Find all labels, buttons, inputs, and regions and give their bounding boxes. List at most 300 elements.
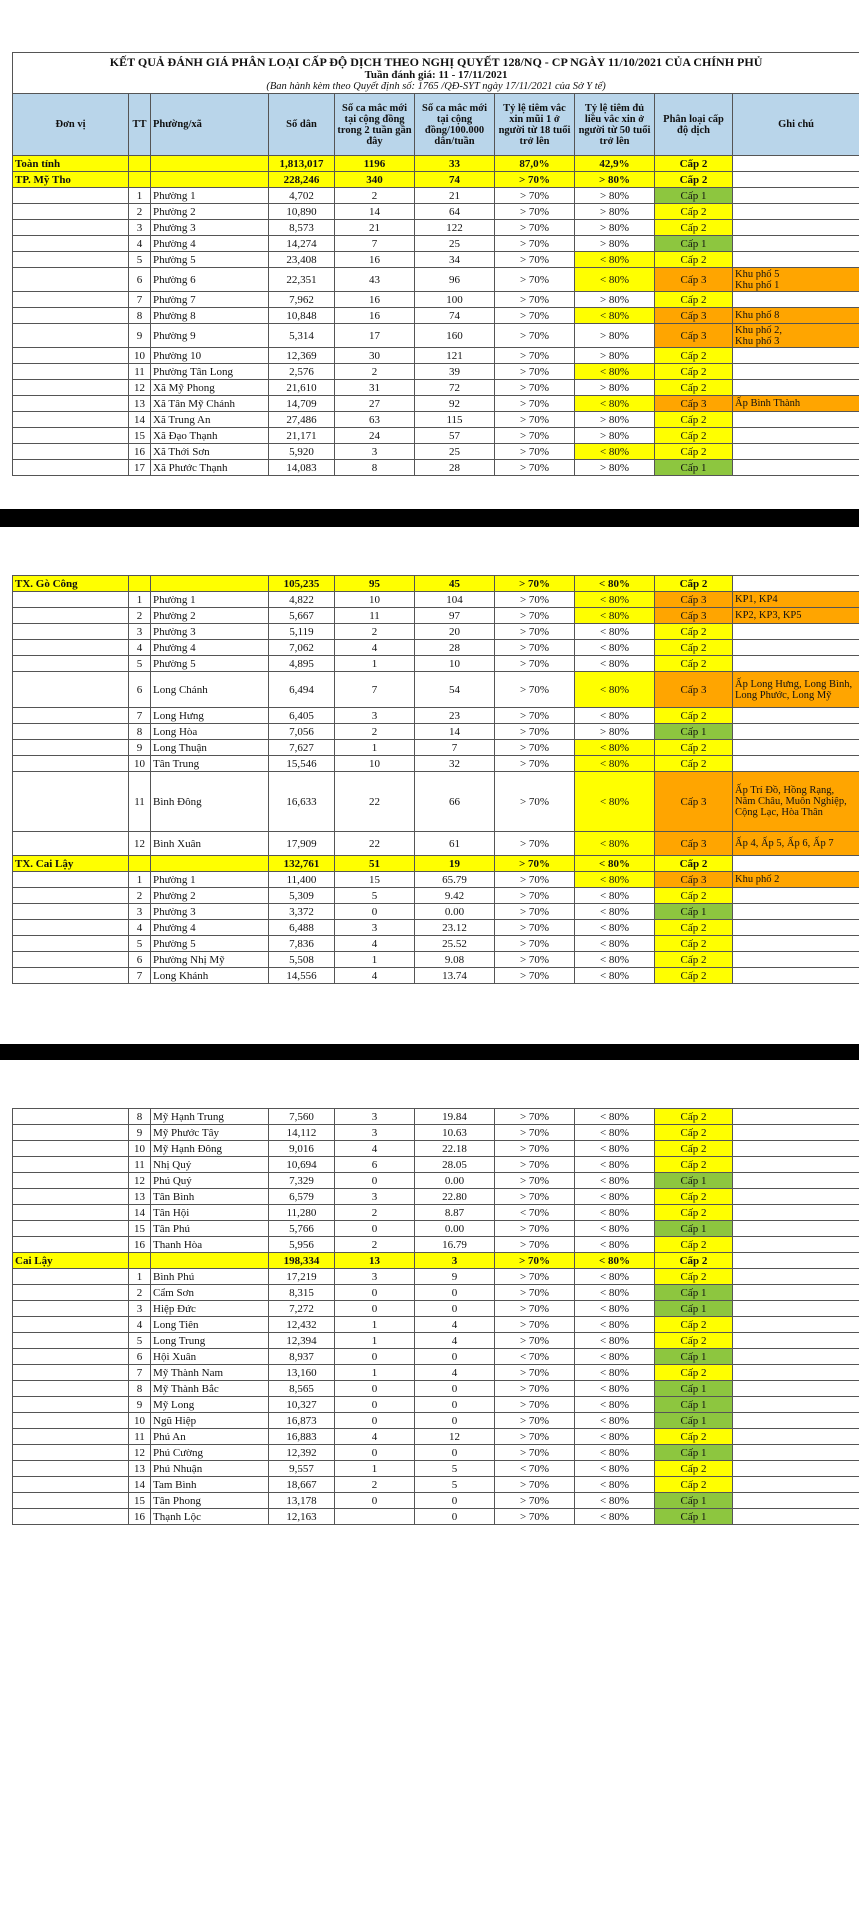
table-row bbox=[13, 592, 859, 608]
table-row bbox=[13, 952, 859, 968]
tt-cell: 7 bbox=[129, 292, 151, 308]
population-cell: 6,579 bbox=[269, 1189, 335, 1205]
new-cases-cell: 0 bbox=[335, 904, 415, 920]
tt-cell: 15 bbox=[129, 1493, 151, 1509]
ward-name-cell: Cẩm Sơn bbox=[151, 1285, 269, 1301]
cases-per-100k-cell: 13.74 bbox=[415, 968, 495, 984]
level-cell: Cấp 2 bbox=[655, 756, 733, 772]
population-cell: 14,274 bbox=[269, 236, 335, 252]
population-cell: 9,557 bbox=[269, 1461, 335, 1477]
level-cell: Cấp 1 bbox=[655, 1397, 733, 1413]
table-row bbox=[13, 1445, 859, 1461]
note-cell bbox=[733, 968, 859, 984]
full-dose-rate-cell: > 80% bbox=[575, 348, 655, 364]
table-row bbox=[13, 740, 859, 756]
population-cell: 7,062 bbox=[269, 640, 335, 656]
table-row bbox=[13, 1221, 859, 1237]
cases-per-100k-cell: 34 bbox=[415, 252, 495, 268]
note-cell bbox=[733, 1461, 859, 1477]
new-cases-cell: 3 bbox=[335, 1125, 415, 1141]
summary-row bbox=[13, 172, 859, 188]
cases-per-100k-cell: 33 bbox=[415, 156, 495, 172]
unit-cell bbox=[13, 1461, 129, 1477]
cases-per-100k-cell: 7 bbox=[415, 740, 495, 756]
note-cell bbox=[733, 888, 859, 904]
cases-per-100k-cell: 66 bbox=[415, 772, 495, 832]
full-dose-rate-cell: < 80% bbox=[575, 364, 655, 380]
tt-cell: 2 bbox=[129, 608, 151, 624]
full-dose-rate-cell: < 80% bbox=[575, 904, 655, 920]
new-cases-cell: 15 bbox=[335, 872, 415, 888]
ward-name-cell: Phường 4 bbox=[151, 640, 269, 656]
tt-cell: 6 bbox=[129, 952, 151, 968]
unit-cell bbox=[13, 1477, 129, 1493]
cases-per-100k-cell: 72 bbox=[415, 380, 495, 396]
unit-cell bbox=[13, 204, 129, 220]
dose1-rate-cell: > 70% bbox=[495, 1189, 575, 1205]
population-cell: 11,400 bbox=[269, 872, 335, 888]
new-cases-cell: 0 bbox=[335, 1397, 415, 1413]
tt-cell: 2 bbox=[129, 204, 151, 220]
report-week: Tuần đánh giá: 11 - 17/11/2021 bbox=[364, 69, 508, 81]
full-dose-rate-cell: < 80% bbox=[575, 920, 655, 936]
note-cell: Ấp Bình Thành bbox=[733, 396, 859, 412]
new-cases-cell: 22 bbox=[335, 772, 415, 832]
cases-per-100k-cell: 4 bbox=[415, 1317, 495, 1333]
note-cell bbox=[733, 380, 859, 396]
tt-cell: 8 bbox=[129, 724, 151, 740]
population-cell: 12,163 bbox=[269, 1509, 335, 1525]
dose1-rate-cell: > 70% bbox=[495, 1109, 575, 1125]
tt-cell bbox=[129, 156, 151, 172]
population-cell: 12,392 bbox=[269, 1445, 335, 1461]
note-cell bbox=[733, 1157, 859, 1173]
dose1-rate-cell: > 70% bbox=[495, 460, 575, 476]
unit-cell bbox=[13, 920, 129, 936]
tt-cell: 3 bbox=[129, 904, 151, 920]
new-cases-cell: 0 bbox=[335, 1493, 415, 1509]
cases-per-100k-cell: 45 bbox=[415, 576, 495, 592]
unit-cell bbox=[13, 1189, 129, 1205]
unit-cell bbox=[13, 1333, 129, 1349]
new-cases-cell: 3 bbox=[335, 708, 415, 724]
full-dose-rate-cell: > 80% bbox=[575, 380, 655, 396]
dose1-rate-cell: > 70% bbox=[495, 936, 575, 952]
ward-name-cell: Xã Phước Thạnh bbox=[151, 460, 269, 476]
level-cell: Cấp 2 bbox=[655, 1109, 733, 1125]
note-cell: Ấp Trí Đồ, Hồng Rạng, Năm Châu, Muôn Nghiệp, Cộng Lạc, Hòa Thân bbox=[733, 772, 859, 832]
ward-name-cell: Phường 8 bbox=[151, 308, 269, 324]
note-cell bbox=[733, 904, 859, 920]
header-unit: Đơn vị bbox=[13, 94, 129, 156]
population-cell: 228,246 bbox=[269, 172, 335, 188]
population-cell: 15,546 bbox=[269, 756, 335, 772]
tt-cell: 16 bbox=[129, 1509, 151, 1525]
table-row bbox=[13, 348, 859, 364]
tt-cell: 7 bbox=[129, 968, 151, 984]
new-cases-cell: 2 bbox=[335, 188, 415, 204]
tt-cell: 9 bbox=[129, 740, 151, 756]
tt-cell: 10 bbox=[129, 348, 151, 364]
population-cell: 105,235 bbox=[269, 576, 335, 592]
new-cases-cell: 340 bbox=[335, 172, 415, 188]
note-cell bbox=[733, 156, 859, 172]
dose1-rate-cell: 87,0% bbox=[495, 156, 575, 172]
tt-cell: 1 bbox=[129, 188, 151, 204]
new-cases-cell: 30 bbox=[335, 348, 415, 364]
full-dose-rate-cell: < 80% bbox=[575, 1205, 655, 1221]
population-cell: 10,327 bbox=[269, 1397, 335, 1413]
cases-per-100k-cell: 0 bbox=[415, 1285, 495, 1301]
cases-per-100k-cell: 61 bbox=[415, 832, 495, 856]
unit-cell bbox=[13, 1429, 129, 1445]
note-cell bbox=[733, 1493, 859, 1509]
unit-cell bbox=[13, 268, 129, 292]
table-row bbox=[13, 1365, 859, 1381]
dose1-rate-cell: > 70% bbox=[495, 396, 575, 412]
unit-cell bbox=[13, 672, 129, 708]
level-cell: Cấp 2 bbox=[655, 1189, 733, 1205]
full-dose-rate-cell: < 80% bbox=[575, 1381, 655, 1397]
population-cell: 5,956 bbox=[269, 1237, 335, 1253]
note-cell bbox=[733, 460, 859, 476]
header-cases-per-100k: Số ca mắc mới tại cộng đồng/100.000 dân/tuần bbox=[415, 94, 495, 156]
dose1-rate-cell: > 70% bbox=[495, 1285, 575, 1301]
full-dose-rate-cell: < 80% bbox=[575, 1397, 655, 1413]
table-body bbox=[13, 1109, 859, 1525]
ward-name-cell: Phú Cường bbox=[151, 1445, 269, 1461]
unit-cell bbox=[13, 1221, 129, 1237]
table-row bbox=[13, 268, 859, 292]
new-cases-cell: 7 bbox=[335, 236, 415, 252]
cases-per-100k-cell: 22.80 bbox=[415, 1189, 495, 1205]
cases-per-100k-cell: 74 bbox=[415, 172, 495, 188]
new-cases-cell: 13 bbox=[335, 1253, 415, 1269]
tt-cell: 4 bbox=[129, 1317, 151, 1333]
population-cell: 7,627 bbox=[269, 740, 335, 756]
note-cell: Ấp Long Hưng, Long Bình, Long Phước, Long Mỹ bbox=[733, 672, 859, 708]
unit-cell: Cai Lậy bbox=[13, 1253, 129, 1269]
level-cell: Cấp 2 bbox=[655, 624, 733, 640]
level-cell: Cấp 3 bbox=[655, 832, 733, 856]
new-cases-cell: 10 bbox=[335, 756, 415, 772]
cases-per-100k-cell: 22.18 bbox=[415, 1141, 495, 1157]
level-cell: Cấp 2 bbox=[655, 1125, 733, 1141]
ward-name-cell bbox=[151, 156, 269, 172]
level-cell: Cấp 3 bbox=[655, 872, 733, 888]
ward-name-cell: Phường 5 bbox=[151, 252, 269, 268]
table-row bbox=[13, 920, 859, 936]
dose1-rate-cell: > 70% bbox=[495, 672, 575, 708]
new-cases-cell bbox=[335, 1509, 415, 1525]
level-cell: Cấp 1 bbox=[655, 1381, 733, 1397]
cases-per-100k-cell: 21 bbox=[415, 188, 495, 204]
tt-cell: 4 bbox=[129, 236, 151, 252]
ward-name-cell: Phú An bbox=[151, 1429, 269, 1445]
ward-name-cell: Long Khánh bbox=[151, 968, 269, 984]
unit-cell bbox=[13, 364, 129, 380]
ward-name-cell: Phường 1 bbox=[151, 872, 269, 888]
population-cell: 7,272 bbox=[269, 1301, 335, 1317]
table-row bbox=[13, 1397, 859, 1413]
level-cell: Cấp 1 bbox=[655, 1509, 733, 1525]
dose1-rate-cell: > 70% bbox=[495, 1301, 575, 1317]
ward-name-cell: Long Tiên bbox=[151, 1317, 269, 1333]
note-cell bbox=[733, 1445, 859, 1461]
level-cell: Cấp 3 bbox=[655, 324, 733, 348]
unit-cell bbox=[13, 968, 129, 984]
table-row bbox=[13, 1317, 859, 1333]
table-row bbox=[13, 756, 859, 772]
full-dose-rate-cell: < 80% bbox=[575, 1477, 655, 1493]
level-cell: Cấp 2 bbox=[655, 348, 733, 364]
level-cell: Cấp 2 bbox=[655, 968, 733, 984]
full-dose-rate-cell: < 80% bbox=[575, 608, 655, 624]
cases-per-100k-cell: 20 bbox=[415, 624, 495, 640]
unit-cell bbox=[13, 1397, 129, 1413]
population-cell: 7,560 bbox=[269, 1109, 335, 1125]
level-cell: Cấp 2 bbox=[655, 292, 733, 308]
unit-cell bbox=[13, 1413, 129, 1429]
summary-row bbox=[13, 1253, 859, 1269]
new-cases-cell: 7 bbox=[335, 672, 415, 708]
report-decision: (Ban hành kèm theo Quyết định số: 1765 /QĐ-SYT ngày 17/11/2021 của Sở Y tế) bbox=[266, 81, 606, 92]
table-row bbox=[13, 1477, 859, 1493]
population-cell: 3,372 bbox=[269, 904, 335, 920]
full-dose-rate-cell: < 80% bbox=[575, 1141, 655, 1157]
tt-cell: 3 bbox=[129, 220, 151, 236]
note-cell bbox=[733, 920, 859, 936]
dose1-rate-cell: > 70% bbox=[495, 1397, 575, 1413]
unit-cell bbox=[13, 1509, 129, 1525]
population-cell: 10,848 bbox=[269, 308, 335, 324]
unit-cell bbox=[13, 1349, 129, 1365]
cases-per-100k-cell: 12 bbox=[415, 1429, 495, 1445]
unit-cell: TX. Cai Lậy bbox=[13, 856, 129, 872]
unit-cell bbox=[13, 592, 129, 608]
population-cell: 132,761 bbox=[269, 856, 335, 872]
unit-cell: Toàn tỉnh bbox=[13, 156, 129, 172]
table-row bbox=[13, 396, 859, 412]
new-cases-cell: 1 bbox=[335, 656, 415, 672]
full-dose-rate-cell: < 80% bbox=[575, 576, 655, 592]
note-cell bbox=[733, 856, 859, 872]
table-section-my-tho bbox=[12, 52, 859, 476]
tt-cell: 6 bbox=[129, 268, 151, 292]
level-cell: Cấp 1 bbox=[655, 1413, 733, 1429]
population-cell: 17,219 bbox=[269, 1269, 335, 1285]
cases-per-100k-cell: 28 bbox=[415, 460, 495, 476]
full-dose-rate-cell: < 80% bbox=[575, 772, 655, 832]
population-cell: 21,610 bbox=[269, 380, 335, 396]
level-cell: Cấp 1 bbox=[655, 460, 733, 476]
dose1-rate-cell: > 70% bbox=[495, 1253, 575, 1269]
dose1-rate-cell: > 70% bbox=[495, 364, 575, 380]
full-dose-rate-cell: < 80% bbox=[575, 656, 655, 672]
note-cell bbox=[733, 1413, 859, 1429]
dose1-rate-cell: > 70% bbox=[495, 708, 575, 724]
table-row bbox=[13, 428, 859, 444]
level-cell: Cấp 1 bbox=[655, 1301, 733, 1317]
ward-name-cell: Phường 9 bbox=[151, 324, 269, 348]
tt-cell bbox=[129, 576, 151, 592]
full-dose-rate-cell: < 80% bbox=[575, 872, 655, 888]
new-cases-cell: 21 bbox=[335, 220, 415, 236]
level-cell: Cấp 2 bbox=[655, 656, 733, 672]
table-row bbox=[13, 204, 859, 220]
population-cell: 16,883 bbox=[269, 1429, 335, 1445]
population-cell: 7,329 bbox=[269, 1173, 335, 1189]
population-cell: 6,405 bbox=[269, 708, 335, 724]
cases-per-100k-cell: 9.42 bbox=[415, 888, 495, 904]
level-cell: Cấp 1 bbox=[655, 1173, 733, 1189]
population-cell: 8,565 bbox=[269, 1381, 335, 1397]
note-cell bbox=[733, 236, 859, 252]
table-row bbox=[13, 904, 859, 920]
header-ward: Phường/xã bbox=[151, 94, 269, 156]
note-cell bbox=[733, 1349, 859, 1365]
full-dose-rate-cell: < 80% bbox=[575, 832, 655, 856]
new-cases-cell: 51 bbox=[335, 856, 415, 872]
tt-cell: 8 bbox=[129, 1381, 151, 1397]
population-cell: 14,709 bbox=[269, 396, 335, 412]
cases-per-100k-cell: 5 bbox=[415, 1461, 495, 1477]
cases-per-100k-cell: 16.79 bbox=[415, 1237, 495, 1253]
header-tt: TT bbox=[129, 94, 151, 156]
dose1-rate-cell: > 70% bbox=[495, 1493, 575, 1509]
cases-per-100k-cell: 4 bbox=[415, 1365, 495, 1381]
new-cases-cell: 0 bbox=[335, 1173, 415, 1189]
unit-cell bbox=[13, 1493, 129, 1509]
tt-cell: 16 bbox=[129, 444, 151, 460]
ward-name-cell bbox=[151, 1253, 269, 1269]
population-cell: 13,160 bbox=[269, 1365, 335, 1381]
new-cases-cell: 1 bbox=[335, 1333, 415, 1349]
tt-cell: 11 bbox=[129, 772, 151, 832]
population-cell: 13,178 bbox=[269, 1493, 335, 1509]
full-dose-rate-cell: < 80% bbox=[575, 1189, 655, 1205]
note-cell bbox=[733, 756, 859, 772]
unit-cell bbox=[13, 188, 129, 204]
dose1-rate-cell: > 70% bbox=[495, 772, 575, 832]
cases-per-100k-cell: 160 bbox=[415, 324, 495, 348]
unit-cell bbox=[13, 724, 129, 740]
table-row bbox=[13, 1109, 859, 1125]
population-cell: 14,556 bbox=[269, 968, 335, 984]
level-cell: Cấp 2 bbox=[655, 640, 733, 656]
report-title: KẾT QUẢ ĐÁNH GIÁ PHÂN LOẠI CẤP ĐỘ DỊCH THEO NGHỊ QUYẾT 128/NQ - CP NGÀY 11/10/2021 CỦA CHÍNH PHỦ bbox=[109, 55, 763, 69]
unit-cell bbox=[13, 740, 129, 756]
ward-name-cell: Mỹ Phước Tây bbox=[151, 1125, 269, 1141]
note-cell bbox=[733, 1397, 859, 1413]
level-cell: Cấp 2 bbox=[655, 1461, 733, 1477]
full-dose-rate-cell: < 80% bbox=[575, 1461, 655, 1477]
level-cell: Cấp 2 bbox=[655, 936, 733, 952]
dose1-rate-cell: > 70% bbox=[495, 268, 575, 292]
tt-cell: 7 bbox=[129, 1365, 151, 1381]
population-cell: 12,394 bbox=[269, 1333, 335, 1349]
population-cell: 12,432 bbox=[269, 1317, 335, 1333]
new-cases-cell: 95 bbox=[335, 576, 415, 592]
dose1-rate-cell: > 70% bbox=[495, 656, 575, 672]
new-cases-cell: 22 bbox=[335, 832, 415, 856]
cases-per-100k-cell: 121 bbox=[415, 348, 495, 364]
tt-cell: 14 bbox=[129, 1205, 151, 1221]
table-row bbox=[13, 832, 859, 856]
note-cell bbox=[733, 640, 859, 656]
cases-per-100k-cell: 5 bbox=[415, 1477, 495, 1493]
unit-cell bbox=[13, 308, 129, 324]
population-cell: 10,694 bbox=[269, 1157, 335, 1173]
population-cell: 8,573 bbox=[269, 220, 335, 236]
ward-name-cell: Thạnh Lộc bbox=[151, 1509, 269, 1525]
note-cell bbox=[733, 1285, 859, 1301]
tt-cell: 12 bbox=[129, 1445, 151, 1461]
table-row bbox=[13, 1285, 859, 1301]
cases-per-100k-cell: 25 bbox=[415, 236, 495, 252]
cases-per-100k-cell: 9.08 bbox=[415, 952, 495, 968]
table-row bbox=[13, 1157, 859, 1173]
tt-cell: 1 bbox=[129, 1269, 151, 1285]
table-row bbox=[13, 364, 859, 380]
level-cell: Cấp 2 bbox=[655, 708, 733, 724]
tt-cell: 9 bbox=[129, 1125, 151, 1141]
population-cell: 5,920 bbox=[269, 444, 335, 460]
level-cell: Cấp 3 bbox=[655, 772, 733, 832]
unit-cell bbox=[13, 832, 129, 856]
full-dose-rate-cell: < 80% bbox=[575, 968, 655, 984]
tt-cell: 1 bbox=[129, 592, 151, 608]
cases-per-100k-cell: 19 bbox=[415, 856, 495, 872]
tt-cell: 11 bbox=[129, 1429, 151, 1445]
dose1-rate-cell: > 70% bbox=[495, 856, 575, 872]
cases-per-100k-cell: 104 bbox=[415, 592, 495, 608]
ward-name-cell: Phường 7 bbox=[151, 292, 269, 308]
cases-per-100k-cell: 100 bbox=[415, 292, 495, 308]
cases-per-100k-cell: 25.52 bbox=[415, 936, 495, 952]
ward-name-cell: Phú Nhuận bbox=[151, 1461, 269, 1477]
new-cases-cell: 0 bbox=[335, 1301, 415, 1317]
new-cases-cell: 1 bbox=[335, 740, 415, 756]
unit-cell bbox=[13, 1381, 129, 1397]
new-cases-cell: 2 bbox=[335, 724, 415, 740]
cases-per-100k-cell: 0 bbox=[415, 1493, 495, 1509]
cases-per-100k-cell: 10.63 bbox=[415, 1125, 495, 1141]
level-cell: Cấp 1 bbox=[655, 236, 733, 252]
dose1-rate-cell: > 70% bbox=[495, 292, 575, 308]
unit-cell bbox=[13, 1109, 129, 1125]
summary-row bbox=[13, 856, 859, 872]
note-cell bbox=[733, 252, 859, 268]
header-new-cases: Số ca mắc mới tại cộng đồng trong 2 tuần gần đây bbox=[335, 94, 415, 156]
population-cell: 5,667 bbox=[269, 608, 335, 624]
dose1-rate-cell: < 70% bbox=[495, 1205, 575, 1221]
new-cases-cell: 3 bbox=[335, 1109, 415, 1125]
cases-per-100k-cell: 32 bbox=[415, 756, 495, 772]
tt-cell: 8 bbox=[129, 308, 151, 324]
new-cases-cell: 4 bbox=[335, 1141, 415, 1157]
full-dose-rate-cell: > 80% bbox=[575, 412, 655, 428]
table-row bbox=[13, 1381, 859, 1397]
cases-per-100k-cell: 0 bbox=[415, 1445, 495, 1461]
unit-cell bbox=[13, 904, 129, 920]
note-cell bbox=[733, 1333, 859, 1349]
new-cases-cell: 2 bbox=[335, 624, 415, 640]
note-cell bbox=[733, 364, 859, 380]
table-row bbox=[13, 872, 859, 888]
tt-cell: 13 bbox=[129, 396, 151, 412]
full-dose-rate-cell: < 80% bbox=[575, 1509, 655, 1525]
